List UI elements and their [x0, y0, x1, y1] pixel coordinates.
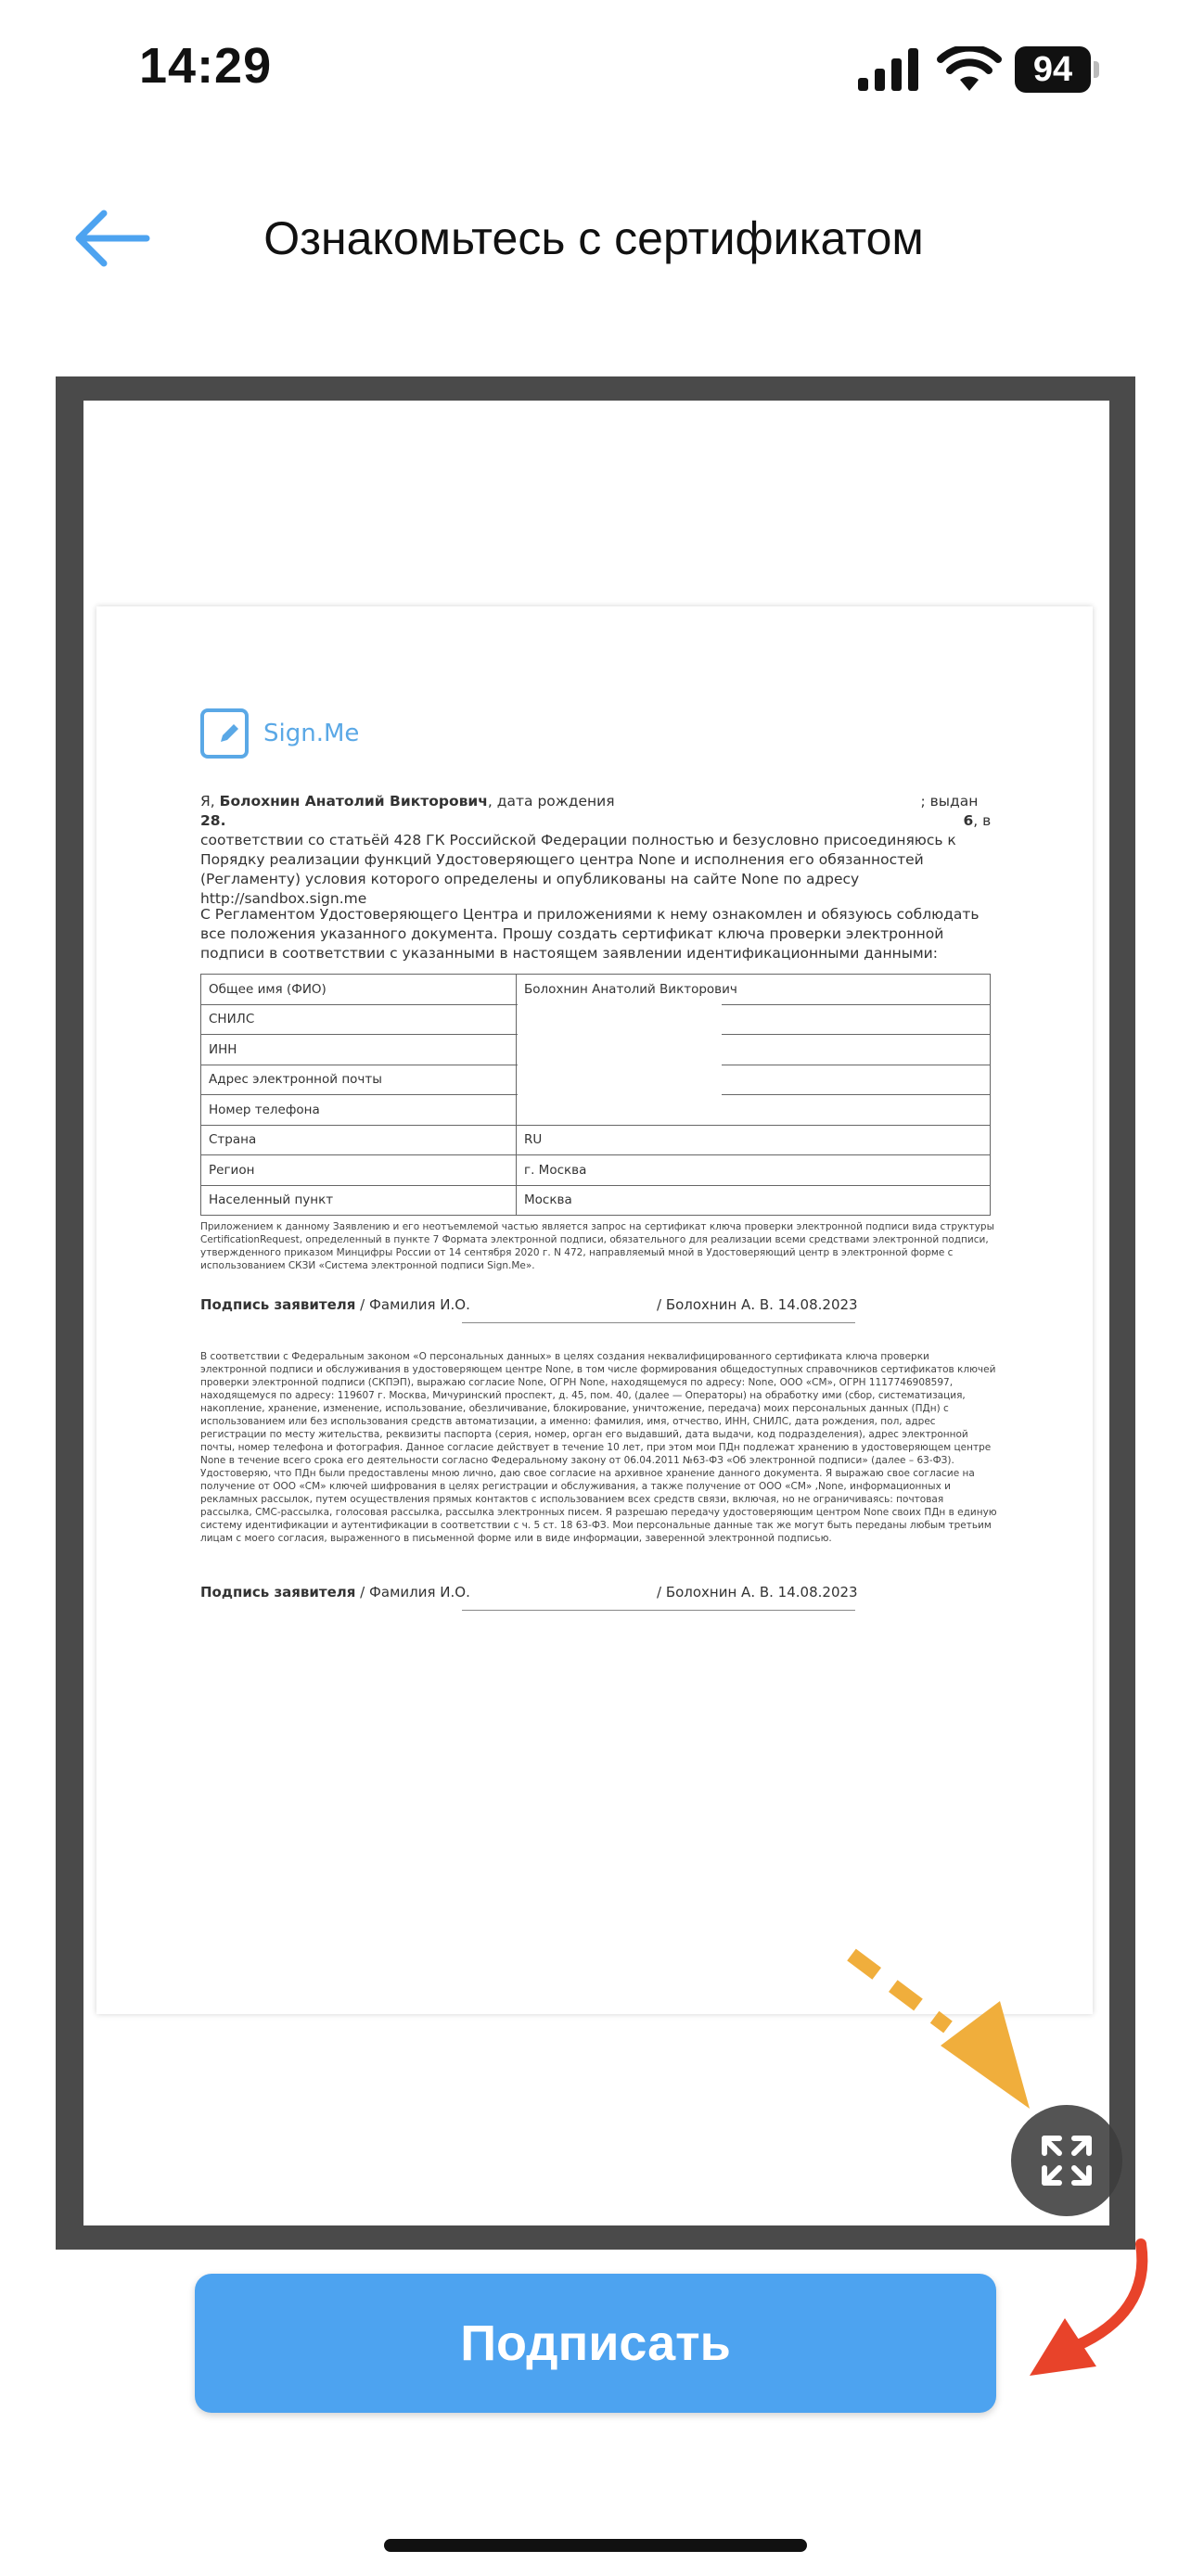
applicant-signature: Подпись заявителя / Фамилия И.О. / Болохнин А. В. 14.08.2023	[200, 1296, 998, 1320]
red-arrow-icon	[1020, 2237, 1159, 2385]
table-row: Номер телефона	[201, 1095, 991, 1126]
table-row: СНИЛС	[201, 1004, 991, 1035]
table-row: ИНН	[201, 1035, 991, 1065]
home-indicator[interactable]	[384, 2539, 807, 2552]
applicant-name: Болохнин Анатолий Викторович	[219, 793, 488, 810]
signme-logo-text: Sign.Me	[263, 720, 360, 747]
application-paragraph: Я, Болохнин Анатолий Викторович, дата рождения ; выдан 28. 6, в соответствии со статьёй 428 ГК Российской Федерации полностью и безусловно присоединяюсь к Порядку реализации функций Удостоверяющего центра None и исполнения его обязанностей (Регламенту) условия которого определены и опубликованы на сайте None по адресу http://sandbox.sign.me	[200, 793, 992, 907]
battery-tip	[1094, 61, 1099, 78]
wifi-icon	[937, 46, 1002, 93]
signme-logo-icon	[200, 708, 249, 759]
battery-icon	[1015, 46, 1100, 93]
signature-line	[462, 1322, 855, 1323]
table-row: Страна RU	[201, 1125, 991, 1155]
page-title: Ознакомьтесь с сертификатом	[263, 212, 924, 264]
signature-line	[462, 1610, 855, 1611]
appendix-note: Приложением к данному Заявлению и его неотъемлемой частью является запрос на сертификат ключа проверки электронной подписи вида структуры CertificationRequest, определенный в пункте 7 Формата электронной подписи, обязательного для реализации всеми средствами электронной подписи, утвержденного приказом Минцифры России от 14 сентября 2020 г. N 472, направляемый мной в Удостоверяющий центр в электронной форме с использованием СКЗИ «Система электронной подписи Sign.Me».	[200, 1221, 994, 1271]
pen-icon	[217, 721, 241, 746]
sign-button[interactable]: Подписать	[195, 2274, 996, 2413]
table-row: Общее имя (ФИО) Болохнин Анатолий Викторович	[201, 975, 991, 1005]
expand-icon	[1011, 2105, 1122, 2216]
regulation-paragraph: С Регламентом Удостоверяющего Центра и приложениями к нему ознакомлен и обязуюсь соблюдать все положения указанного документа. Прошу создать сертификат ключа проверки электронной подписи в соответствии с указанными в настоящем заявлении идентификационными данными:	[200, 906, 980, 962]
table-row: Регион г. Москва	[201, 1155, 991, 1186]
signature-value: / Болохнин А. В. 14.08.2023	[657, 1296, 858, 1313]
hint-arrow-icon	[844, 1945, 1039, 2112]
table-row: Адрес электронной почты	[201, 1065, 991, 1095]
redaction-block	[518, 1003, 722, 1122]
table-row: Населенный пункт Москва	[201, 1185, 991, 1216]
document-page	[96, 606, 1093, 2014]
consent-paragraph: В соответствии с Федеральным законом «О персональных данных» в целях создания неквалифицированного сертификата ключа проверки электронной подписи и обслуживания в удостоверяющем центре None, в том числе формирования общедоступных справочников сертификатов ключей проверки электронной подписи (СКПЭП), выражаю согласие None, ОГРН None, находящемуся по адресу: None, ООО «СМ», ОГРН 1117746908597, находящемуся по адресу: 119607 г. Москва, Мичуринский проспект, д. 45, пом. 40, (далее — Операторы) на обработку ими (сбор, систематизация, накопление, хранение, изменение, использование, обезличивание, блокирование, уничтожение, передача) моих персональных данных (ПДн) с использованием или без использования средств автоматизации, а именно: фамилия, имя, отчество, ИНН, СНИЛС, дата рождения, пол, адрес регистрации по месту жительства, реквизиты паспорта (серия, номер, орган его выдавший, дата выдачи, код подразделения), адрес электронной почты, номер телефона и фотография. Данное согласие действует в течение 10 лет, при этом мои ПДн подлежат хранению в удостоверяющем центре None в течение всего срока его деятельности согласно Федеральному закону от 06.04.2011 №63-ФЗ «Об электронной подписи» (далее – 63-ФЗ). Удостоверяю, что ПДн были предоставлены мною лично, даю свое согласие на архивное хранение данного документа. Я выражаю свое согласие на получение от ООО «СМ» ключей шифрования в целях регистрации и обслуживания, а также получение от ООО «СМ» ,None, информационных и рекламных рассылок, путем осуществления прямых контактов с использованием всех средств связи, включая, но не ограничиваясь: почтовая рассылка, СМС-рассылка, голосовая рассылка, рассылка электронных писем. Я разрешаю передачу удостоверяющим центром None своих ПДн в единую систему идентификации и аутентификации в соответствии с ч. 5 ст. 18 63-ФЗ. Мои персональные данные так же могут быть переданы любым третьим лицам с моего согласия, выраженного в письменной форме или в виде информации, заверенной электронной подписью.	[200, 1351, 997, 1544]
applicant-signature: Подпись заявителя / Фамилия И.О. / Болохнин А. В. 14.08.2023	[200, 1584, 998, 1608]
status-bar	[0, 0, 1191, 139]
status-time: 14:29	[139, 38, 273, 94]
expand-button[interactable]	[1011, 2105, 1122, 2216]
arrow-left-icon[interactable]	[72, 206, 152, 271]
battery-level: 94	[1015, 46, 1091, 93]
cellular-signal-icon	[858, 48, 921, 91]
signature-value: / Болохнин А. В. 14.08.2023	[657, 1584, 858, 1600]
